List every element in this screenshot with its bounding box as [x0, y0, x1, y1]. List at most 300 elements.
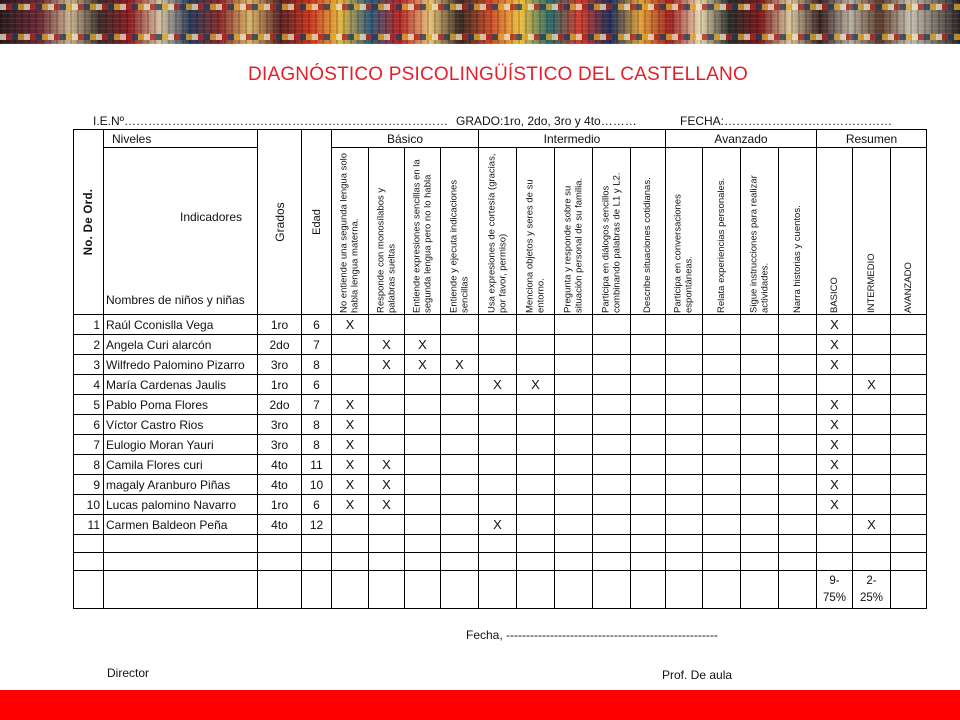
student-edad: 10 — [302, 475, 332, 495]
empty-cell — [332, 553, 369, 571]
indicator-mark — [631, 495, 666, 515]
empty-cell — [258, 535, 302, 553]
empty-cell — [631, 571, 666, 609]
indicator-mark — [703, 435, 741, 455]
indicator-mark — [741, 415, 779, 435]
summary-mark: X — [817, 495, 853, 515]
indicator-mark — [631, 355, 666, 375]
indicator-mark — [479, 395, 517, 415]
indicator-header-6: Menciona objetos y seres de su entorno. — [517, 148, 555, 315]
indicator-mark — [631, 375, 666, 395]
indicator-mark — [631, 515, 666, 535]
indicator-mark — [703, 415, 741, 435]
student-name: Víctor Castro Rios — [104, 415, 258, 435]
empty-cell — [631, 535, 666, 553]
indicator-mark — [441, 395, 479, 415]
summary-mark — [853, 415, 891, 435]
indicator-mark — [441, 335, 479, 355]
indicator-mark — [741, 335, 779, 355]
indicator-mark — [593, 395, 631, 415]
indicator-mark — [741, 455, 779, 475]
empty-cell — [666, 553, 703, 571]
indicator-mark: X — [369, 475, 405, 495]
student-grado: 4to — [258, 475, 302, 495]
empty-cell — [332, 535, 369, 553]
indicator-mark — [666, 335, 703, 355]
indicator-mark — [593, 475, 631, 495]
indicator-mark — [555, 475, 593, 495]
indicator-mark — [517, 455, 555, 475]
indicator-mark — [779, 335, 817, 355]
summary-mark — [853, 475, 891, 495]
empty-cell — [853, 553, 891, 571]
empty-cell — [666, 535, 703, 553]
summary-mark — [891, 335, 927, 355]
indicator-mark: X — [369, 495, 405, 515]
summary-header-intermedio: INTERMEDIO — [853, 148, 891, 315]
empty-cell — [441, 535, 479, 553]
row-number: 5 — [74, 395, 104, 415]
indicator-mark: X — [405, 355, 441, 375]
empty-cell — [441, 571, 479, 609]
student-edad: 8 — [302, 435, 332, 455]
summary-mark — [853, 335, 891, 355]
student-name: Pablo Poma Flores — [104, 395, 258, 415]
empty-cell — [104, 535, 258, 553]
summary-mark — [891, 495, 927, 515]
indicator-mark — [369, 515, 405, 535]
indicator-mark — [479, 475, 517, 495]
indicator-mark — [741, 515, 779, 535]
student-grado: 2do — [258, 335, 302, 355]
row-number: 8 — [74, 455, 104, 475]
empty-cell — [741, 553, 779, 571]
student-edad: 7 — [302, 335, 332, 355]
summary-mark: X — [817, 435, 853, 455]
summary-mark — [853, 355, 891, 375]
resumen-header: Resumen — [817, 130, 927, 148]
banner-pattern-row — [0, 34, 960, 40]
empty-row — [74, 553, 927, 571]
footer-director: Director — [107, 666, 150, 680]
empty-cell — [74, 571, 104, 609]
indicator-mark — [517, 355, 555, 375]
indicator-mark — [593, 335, 631, 355]
indicator-mark — [666, 455, 703, 475]
student-row — [74, 495, 927, 515]
indicator-header-1: No entiende una segunda lengua solo habla lengua materna. — [332, 148, 369, 315]
indicator-mark — [703, 455, 741, 475]
indicator-mark: X — [332, 315, 369, 335]
empty-cell — [593, 535, 631, 553]
student-grado: 1ro — [258, 315, 302, 335]
indicator-mark — [405, 415, 441, 435]
empty-cell — [779, 571, 817, 609]
indicator-mark — [555, 315, 593, 335]
indicator-mark — [555, 395, 593, 415]
student-edad: 8 — [302, 355, 332, 375]
niveles-header: Niveles — [104, 130, 258, 148]
empty-cell — [405, 535, 441, 553]
indicator-mark — [517, 495, 555, 515]
indicator-mark — [405, 455, 441, 475]
empty-cell — [405, 553, 441, 571]
indicator-mark — [741, 315, 779, 335]
student-row — [74, 355, 927, 375]
indicator-mark — [332, 355, 369, 375]
indicator-mark — [779, 315, 817, 335]
indicator-mark — [405, 395, 441, 415]
indicator-mark — [555, 335, 593, 355]
indicator-mark — [779, 435, 817, 455]
empty-cell — [517, 553, 555, 571]
indicator-mark — [405, 315, 441, 335]
page-title: DIAGNÓSTICO PSICOLINGÜÍSTICO DEL CASTELLANO — [248, 64, 748, 85]
indicator-mark — [479, 435, 517, 455]
student-name: Raúl Cconislla Vega — [104, 315, 258, 335]
empty-cell — [369, 535, 405, 553]
indicator-mark — [517, 515, 555, 535]
indicator-mark — [555, 415, 593, 435]
total-basico: 9- 75% — [817, 571, 853, 609]
student-row — [74, 475, 927, 495]
indicator-header-12: Sigue instrucciones para realizar actividades. — [741, 148, 779, 315]
indicator-mark — [369, 315, 405, 335]
summary-mark: X — [817, 335, 853, 355]
indicator-header-8: Participa en diálogos sencillos combinando palabras de L1 y L2. — [593, 148, 631, 315]
indicator-mark — [555, 435, 593, 455]
student-edad: 6 — [302, 315, 332, 335]
indicator-mark — [555, 355, 593, 375]
indicator-mark — [479, 355, 517, 375]
summary-mark: X — [817, 315, 853, 335]
student-edad: 6 — [302, 375, 332, 395]
indicator-header-4: Entiende y ejecuta indicaciones sencillas — [441, 148, 479, 315]
indicator-mark — [405, 435, 441, 455]
indicator-mark: X — [369, 455, 405, 475]
indicator-mark — [593, 315, 631, 335]
row-number: 4 — [74, 375, 104, 395]
indicator-mark — [441, 495, 479, 515]
row-number: 10 — [74, 495, 104, 515]
indicator-mark — [555, 495, 593, 515]
indicator-mark — [779, 375, 817, 395]
empty-cell — [258, 571, 302, 609]
basico-header: Básico — [332, 130, 479, 148]
row-number: 6 — [74, 415, 104, 435]
summary-mark — [891, 435, 927, 455]
indicator-header-2: Responde con monosílabos y palabras sueltas — [369, 148, 405, 315]
empty-cell — [517, 535, 555, 553]
indicator-mark — [631, 315, 666, 335]
student-row — [74, 335, 927, 355]
indicator-mark — [666, 355, 703, 375]
student-grado: 3ro — [258, 435, 302, 455]
indicator-mark — [479, 455, 517, 475]
indicator-mark: X — [332, 455, 369, 475]
indicator-mark — [369, 415, 405, 435]
decorative-textile-banner — [0, 0, 960, 44]
student-edad: 6 — [302, 495, 332, 515]
indicator-mark — [517, 475, 555, 495]
indicator-mark — [741, 395, 779, 415]
indicator-mark — [517, 435, 555, 455]
indicator-mark: X — [332, 475, 369, 495]
indicator-mark — [479, 335, 517, 355]
indicator-mark — [441, 435, 479, 455]
indicator-mark — [666, 415, 703, 435]
indicator-mark: X — [441, 355, 479, 375]
row-number: 3 — [74, 355, 104, 375]
indicator-mark — [631, 415, 666, 435]
summary-mark — [817, 375, 853, 395]
indicator-mark — [369, 395, 405, 415]
empty-cell — [104, 553, 258, 571]
indicator-mark — [405, 515, 441, 535]
student-name: Eulogio Moran Yauri — [104, 435, 258, 455]
empty-cell — [666, 571, 703, 609]
row-number: 1 — [74, 315, 104, 335]
indicator-mark — [741, 375, 779, 395]
indicator-mark — [593, 455, 631, 475]
empty-cell — [479, 553, 517, 571]
row-number: 11 — [74, 515, 104, 535]
student-edad: 8 — [302, 415, 332, 435]
empty-cell — [74, 553, 104, 571]
indicator-mark: X — [332, 435, 369, 455]
summary-mark — [817, 515, 853, 535]
student-name: Lucas palomino Navarro — [104, 495, 258, 515]
empty-cell — [593, 553, 631, 571]
indicator-mark — [703, 375, 741, 395]
indicator-mark — [666, 495, 703, 515]
indicator-mark — [517, 335, 555, 355]
indicator-mark — [441, 315, 479, 335]
indicator-mark — [703, 495, 741, 515]
indicator-mark — [779, 495, 817, 515]
row-number: 9 — [74, 475, 104, 495]
summary-mark — [853, 435, 891, 455]
indicator-mark — [517, 315, 555, 335]
summary-mark: X — [853, 375, 891, 395]
indicator-mark — [593, 355, 631, 375]
indicator-mark — [631, 475, 666, 495]
summary-mark — [853, 495, 891, 515]
indicator-mark — [631, 335, 666, 355]
total-intermedio: 2- 25% — [853, 571, 891, 609]
summary-mark — [891, 315, 927, 335]
indicator-mark — [666, 515, 703, 535]
indicator-mark — [441, 455, 479, 475]
indicator-mark — [517, 415, 555, 435]
indicator-mark — [631, 455, 666, 475]
indicator-mark — [405, 495, 441, 515]
indicator-mark — [479, 415, 517, 435]
indicator-mark — [741, 435, 779, 455]
empty-cell — [817, 553, 853, 571]
empty-cell — [441, 553, 479, 571]
indicator-mark — [741, 495, 779, 515]
empty-cell — [302, 553, 332, 571]
indicator-mark — [631, 435, 666, 455]
ie-field: I.E.Nº……………………………………………………………………… — [93, 114, 449, 128]
empty-cell — [369, 571, 405, 609]
indicator-mark: X — [369, 355, 405, 375]
summary-mark — [853, 395, 891, 415]
summary-mark — [891, 515, 927, 535]
summary-mark: X — [853, 515, 891, 535]
student-row — [74, 415, 927, 435]
empty-cell — [891, 553, 927, 571]
empty-cell — [405, 571, 441, 609]
summary-mark: X — [817, 475, 853, 495]
indicator-mark — [441, 375, 479, 395]
indicator-mark — [779, 455, 817, 475]
indicator-mark — [703, 335, 741, 355]
empty-cell — [74, 535, 104, 553]
student-name: Angela Curi alarcón — [104, 335, 258, 355]
indicator-mark: X — [517, 375, 555, 395]
total-avanzado — [891, 571, 927, 609]
indicator-mark — [332, 375, 369, 395]
footer-prof: Prof. De aula — [662, 668, 733, 682]
summary-header-avanzado: AVANZADO — [891, 148, 927, 315]
indicator-mark — [666, 435, 703, 455]
student-grado: 3ro — [258, 355, 302, 375]
grado-field: GRADO:1ro, 2do, 3ro y 4to……… — [456, 114, 637, 128]
indicator-mark — [441, 415, 479, 435]
summary-mark — [891, 415, 927, 435]
student-name: María Cardenas Jaulis — [104, 375, 258, 395]
indicator-mark — [666, 315, 703, 335]
student-grado: 1ro — [258, 375, 302, 395]
indicadores-header-cell — [104, 148, 258, 315]
row-number: 2 — [74, 335, 104, 355]
indicator-mark — [666, 395, 703, 415]
summary-mark: X — [817, 455, 853, 475]
empty-cell — [479, 571, 517, 609]
indicator-header-13: Narra historias y cuentos. — [779, 148, 817, 315]
student-row — [74, 375, 927, 395]
summary-mark — [853, 455, 891, 475]
indicator-mark — [741, 475, 779, 495]
summary-mark — [891, 475, 927, 495]
student-edad: 11 — [302, 455, 332, 475]
student-edad: 12 — [302, 515, 332, 535]
indicator-mark — [441, 515, 479, 535]
indicator-mark: X — [332, 415, 369, 435]
indicator-header-9: Describe situaciones cotidianas. — [631, 148, 666, 315]
indicator-header-10: Participa en conversaciones espontáneas. — [666, 148, 703, 315]
indicator-mark — [666, 475, 703, 495]
student-row — [74, 395, 927, 415]
indicator-header-7: Pregunta y responde sobre su situación personal de su familia. — [555, 148, 593, 315]
summary-mark — [891, 395, 927, 415]
empty-cell — [104, 571, 258, 609]
indicator-mark — [741, 355, 779, 375]
indicator-mark — [593, 515, 631, 535]
indicator-mark — [555, 515, 593, 535]
summary-mark — [891, 355, 927, 375]
nombres-label: Nombres de niños y niñas — [106, 293, 245, 307]
empty-cell — [517, 571, 555, 609]
avanzado-header: Avanzado — [666, 130, 817, 148]
indicator-mark: X — [369, 335, 405, 355]
indicator-mark — [517, 395, 555, 415]
summary-mark: X — [817, 415, 853, 435]
indicator-mark: X — [332, 495, 369, 515]
indicator-mark — [703, 355, 741, 375]
summary-mark: X — [817, 395, 853, 415]
empty-cell — [891, 535, 927, 553]
student-grado: 4to — [258, 455, 302, 475]
student-row — [74, 435, 927, 455]
grados-header: Grados — [258, 130, 302, 315]
empty-cell — [779, 553, 817, 571]
indicator-mark — [555, 455, 593, 475]
indicator-mark — [332, 515, 369, 535]
empty-cell — [703, 553, 741, 571]
indicator-mark — [405, 375, 441, 395]
empty-cell — [703, 535, 741, 553]
bottom-accent-bar — [0, 690, 960, 720]
indicator-mark: X — [479, 515, 517, 535]
student-name: Camila Flores curi — [104, 455, 258, 475]
empty-cell — [555, 535, 593, 553]
indicator-mark — [703, 315, 741, 335]
indicator-mark — [703, 475, 741, 495]
indicator-header-5: Usa expresiones de cortesía (gracias, por favor, permiso) — [479, 148, 517, 315]
row-number: 7 — [74, 435, 104, 455]
indicator-mark — [593, 375, 631, 395]
empty-cell — [555, 571, 593, 609]
indicator-mark — [479, 315, 517, 335]
intermedio-header: Intermedio — [479, 130, 666, 148]
indicator-mark — [555, 375, 593, 395]
indicator-mark — [593, 435, 631, 455]
empty-cell — [332, 571, 369, 609]
empty-cell — [555, 553, 593, 571]
empty-cell — [741, 571, 779, 609]
indicator-mark — [332, 335, 369, 355]
empty-cell — [302, 571, 332, 609]
student-grado: 2do — [258, 395, 302, 415]
empty-cell — [779, 535, 817, 553]
empty-cell — [479, 535, 517, 553]
totals-row — [74, 571, 927, 609]
empty-cell — [741, 535, 779, 553]
student-edad: 7 — [302, 395, 332, 415]
indicator-mark — [779, 395, 817, 415]
empty-cell — [703, 571, 741, 609]
indicator-mark — [369, 375, 405, 395]
student-name: Carmen Baldeon Peña — [104, 515, 258, 535]
indicator-mark — [593, 415, 631, 435]
summary-mark — [891, 375, 927, 395]
summary-mark: X — [817, 355, 853, 375]
indicator-mark — [779, 415, 817, 435]
student-grado: 4to — [258, 515, 302, 535]
indicator-mark — [779, 355, 817, 375]
student-grado: 3ro — [258, 415, 302, 435]
empty-cell — [631, 553, 666, 571]
indicator-mark — [666, 375, 703, 395]
no-ord-header: No. De Ord. — [74, 130, 104, 315]
summary-mark — [891, 455, 927, 475]
indicator-mark — [779, 515, 817, 535]
edad-header: Edad — [302, 130, 332, 315]
student-name: magaly Aranburo Piñas — [104, 475, 258, 495]
